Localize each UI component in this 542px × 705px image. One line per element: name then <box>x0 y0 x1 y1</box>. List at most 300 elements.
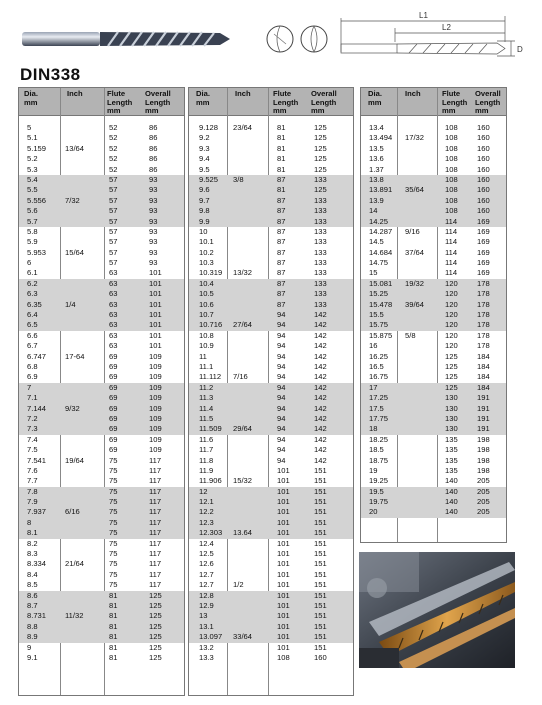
table-header <box>19 88 184 116</box>
cell-flute-length: 108 <box>445 195 458 205</box>
cell-dia: 9.5 <box>199 164 210 174</box>
cell-overall-length: 125 <box>314 164 327 174</box>
cell-flute-length: 130 <box>445 403 458 413</box>
cell-flute-length: 108 <box>277 652 290 662</box>
table-row <box>189 237 353 247</box>
table-body <box>19 116 184 663</box>
cell-flute-length: 75 <box>109 486 118 496</box>
cell-dia: 10.7 <box>199 310 214 320</box>
cell-overall-length: 109 <box>149 361 162 371</box>
cell-flute-length: 120 <box>445 278 458 288</box>
cell-dia: 13.9 <box>369 195 384 205</box>
cell-dia: 11.112 <box>199 372 222 382</box>
cell-flute-length: 52 <box>109 133 118 143</box>
cell-overall-length: 86 <box>149 133 158 143</box>
cell-inch: 23/64 <box>233 123 253 132</box>
cell-flute-length: 140 <box>445 486 458 496</box>
cell-overall-length: 160 <box>477 123 490 132</box>
table-row <box>361 268 506 278</box>
cell-dia: 6.7 <box>27 341 38 351</box>
table-row <box>189 154 353 164</box>
cell-dia: 5.556 <box>27 195 47 205</box>
cell-flute-length: 87 <box>277 278 286 288</box>
table-row <box>189 320 353 330</box>
cell-dia: 12.7 <box>199 580 214 590</box>
cell-dia: 7.4 <box>27 434 38 444</box>
cell-overall-length: 109 <box>149 372 162 382</box>
cell-inch: 1/4 <box>65 299 76 309</box>
cell-inch: 19/64 <box>65 455 85 465</box>
cell-overall-length: 101 <box>149 320 162 330</box>
cell-dia: 7 <box>27 382 32 392</box>
table-row <box>189 549 353 559</box>
cell-overall-length: 142 <box>314 393 327 403</box>
cell-overall-length: 133 <box>314 268 327 278</box>
cell-flute-length: 57 <box>109 258 118 268</box>
cell-dia: 12.5 <box>199 549 214 559</box>
cell-overall-length: 142 <box>314 413 327 423</box>
cell-flute-length: 87 <box>277 195 286 205</box>
table-row <box>19 611 184 621</box>
cell-overall-length: 142 <box>314 330 327 340</box>
table-row <box>189 622 353 632</box>
cell-overall-length: 125 <box>149 611 162 621</box>
cell-dia: 14.25 <box>369 216 389 226</box>
table-row <box>189 217 353 227</box>
cell-flute-length: 120 <box>445 330 458 340</box>
table-row <box>19 476 184 486</box>
cell-overall-length: 93 <box>149 185 158 195</box>
cell-dia: 11.2 <box>199 382 214 392</box>
cell-overall-length: 205 <box>477 476 490 486</box>
cell-flute-length: 101 <box>277 528 290 538</box>
cell-flute-length: 63 <box>109 330 118 340</box>
cell-overall-length: 184 <box>477 372 490 382</box>
cell-inch: 7/16 <box>233 372 248 382</box>
header-inch: Inch <box>67 89 83 98</box>
cell-overall-length: 151 <box>314 497 327 507</box>
cell-flute-length: 114 <box>445 268 458 278</box>
cell-dia: 8.2 <box>27 538 38 548</box>
cell-flute-length: 57 <box>109 185 118 195</box>
cell-dia: 6.2 <box>27 278 38 288</box>
table-row <box>361 393 506 403</box>
table-row <box>189 362 353 372</box>
cell-flute-length: 108 <box>445 185 458 195</box>
table-row <box>19 507 184 517</box>
cell-overall-length: 125 <box>149 600 162 610</box>
cell-overall-length: 109 <box>149 445 162 455</box>
cell-overall-length: 133 <box>314 216 327 226</box>
cell-overall-length: 151 <box>314 538 327 548</box>
cell-overall-length: 151 <box>314 600 327 610</box>
cell-overall-length: 93 <box>149 216 158 226</box>
cell-flute-length: 120 <box>445 310 458 320</box>
cell-dia: 19 <box>369 465 378 475</box>
table-row <box>189 487 353 497</box>
drill-table-3 <box>360 87 507 543</box>
cell-flute-length: 125 <box>445 372 458 382</box>
table-header <box>361 88 506 116</box>
table-row <box>189 144 353 154</box>
table-body <box>361 116 506 518</box>
table-row <box>361 466 506 476</box>
table-row <box>19 653 184 663</box>
table-row <box>189 268 353 278</box>
cell-overall-length: 151 <box>314 611 327 621</box>
cell-overall-length: 93 <box>149 174 158 184</box>
cell-dia: 5.8 <box>27 226 38 236</box>
cell-dia: 19.5 <box>369 486 384 496</box>
cell-overall-length: 151 <box>314 559 327 569</box>
cell-flute-length: 69 <box>109 372 118 382</box>
cell-overall-length: 169 <box>477 216 490 226</box>
cell-overall-length: 205 <box>477 497 490 507</box>
cell-flute-length: 87 <box>277 299 286 309</box>
cell-flute-length: 94 <box>277 351 286 361</box>
cell-dia: 12.7 <box>199 569 214 579</box>
cell-overall-length: 117 <box>149 507 162 517</box>
cell-dia: 6.4 <box>27 310 38 320</box>
table-row <box>361 258 506 268</box>
table-body <box>189 116 353 663</box>
cell-overall-length: 151 <box>314 590 327 600</box>
cell-flute-length: 75 <box>109 559 118 569</box>
cell-flute-length: 94 <box>277 320 286 330</box>
table-row <box>189 258 353 268</box>
cell-flute-length: 75 <box>109 528 118 538</box>
cell-dia: 8 <box>27 517 32 527</box>
table-row <box>189 289 353 299</box>
cell-flute-length: 130 <box>445 413 458 423</box>
header-inch: Inch <box>235 89 251 98</box>
cell-overall-length: 160 <box>477 185 490 195</box>
header-dia: Dia. mm <box>24 89 38 107</box>
cell-overall-length: 117 <box>149 455 162 465</box>
cell-dia: 6.747 <box>27 351 47 361</box>
table-row <box>361 300 506 310</box>
cell-flute-length: 101 <box>277 642 290 652</box>
header-flute-length: Flute Length mm <box>107 89 133 115</box>
cell-overall-length: 133 <box>314 278 327 288</box>
cell-overall-length: 160 <box>477 164 490 174</box>
cell-dia: 11.9 <box>199 465 214 475</box>
cell-overall-length: 125 <box>149 652 162 662</box>
cell-flute-length: 75 <box>109 455 118 465</box>
cell-dia: 8.9 <box>27 632 38 642</box>
cell-dia: 11.6 <box>199 434 214 444</box>
cell-overall-length: 178 <box>477 310 490 320</box>
table-row <box>19 133 184 143</box>
header-flute-length: Flute Length mm <box>273 89 299 115</box>
cell-flute-length: 94 <box>277 445 286 455</box>
table-row <box>361 227 506 237</box>
dim-label-l1: L1 <box>419 11 428 20</box>
table-row <box>189 341 353 351</box>
cell-overall-length: 178 <box>477 289 490 299</box>
table-row <box>19 570 184 580</box>
table-row <box>189 497 353 507</box>
cell-flute-length: 69 <box>109 361 118 371</box>
cell-inch: 33/64 <box>233 632 253 642</box>
cell-flute-length: 135 <box>445 455 458 465</box>
table-row <box>19 217 184 227</box>
cell-flute-length: 69 <box>109 382 118 392</box>
cell-overall-length: 117 <box>149 549 162 559</box>
cell-flute-length: 81 <box>109 590 118 600</box>
cell-dia: 5.953 <box>27 247 47 257</box>
cell-overall-length: 151 <box>314 517 327 527</box>
table-row <box>19 424 184 434</box>
cell-dia: 16.75 <box>369 372 389 382</box>
cell-overall-length: 142 <box>314 424 327 434</box>
cell-overall-length: 142 <box>314 455 327 465</box>
cell-flute-length: 57 <box>109 247 118 257</box>
cell-dia: 8.334 <box>27 559 47 569</box>
cell-flute-length: 81 <box>277 143 286 153</box>
table-row <box>189 643 353 653</box>
cell-dia: 13.2 <box>199 642 214 652</box>
table-row <box>19 632 184 642</box>
cell-overall-length: 86 <box>149 143 158 153</box>
cell-overall-length: 133 <box>314 174 327 184</box>
cell-dia: 14 <box>369 206 378 216</box>
table-row <box>19 601 184 611</box>
cell-inch: 7/32 <box>65 195 80 205</box>
table-row <box>361 144 506 154</box>
cell-flute-length: 135 <box>445 434 458 444</box>
cell-dia: 7.9 <box>27 497 38 507</box>
cell-flute-length: 87 <box>277 174 286 184</box>
cell-flute-length: 81 <box>277 185 286 195</box>
drill-table-1 <box>18 87 185 696</box>
cell-overall-length: 160 <box>477 133 490 143</box>
cell-dia: 17 <box>369 382 378 392</box>
table-row <box>361 341 506 351</box>
cell-overall-length: 117 <box>149 465 162 475</box>
cell-dia: 14.5 <box>369 237 384 247</box>
cell-overall-length: 198 <box>477 455 490 465</box>
table-row <box>189 653 353 663</box>
cell-dia: 13.4 <box>369 123 384 132</box>
cell-flute-length: 52 <box>109 143 118 153</box>
cell-overall-length: 125 <box>149 632 162 642</box>
header-overall-length: Overall Length mm <box>475 89 501 115</box>
cell-dia: 12.9 <box>199 600 214 610</box>
table-row <box>361 362 506 372</box>
cell-flute-length: 81 <box>109 611 118 621</box>
table-row <box>189 206 353 216</box>
cell-dia: 5.159 <box>27 143 47 153</box>
cell-inch: 6/16 <box>65 507 80 517</box>
table-row <box>189 528 353 538</box>
cell-flute-length: 135 <box>445 445 458 455</box>
table-row <box>361 383 506 393</box>
cell-flute-length: 69 <box>109 403 118 413</box>
cell-dia: 6.9 <box>27 372 38 382</box>
table-row <box>189 476 353 486</box>
cell-inch: 15/64 <box>65 247 85 257</box>
cell-dia: 7.3 <box>27 424 38 434</box>
table-row <box>189 539 353 549</box>
table-row <box>19 237 184 247</box>
cell-overall-length: 117 <box>149 517 162 527</box>
table-row <box>361 352 506 362</box>
cell-inch: 1/2 <box>233 580 244 590</box>
table-row <box>189 227 353 237</box>
table-row <box>189 123 353 133</box>
cell-flute-length: 87 <box>277 258 286 268</box>
table-row <box>189 196 353 206</box>
cell-dia: 11.8 <box>199 455 214 465</box>
table-row <box>189 424 353 434</box>
table-row <box>361 456 506 466</box>
cell-dia: 10.2 <box>199 247 214 257</box>
cell-overall-length: 142 <box>314 403 327 413</box>
cell-dia: 5.9 <box>27 237 38 247</box>
table-row <box>361 206 506 216</box>
cell-inch: 29/64 <box>233 424 253 434</box>
cell-overall-length: 191 <box>477 403 490 413</box>
cell-flute-length: 69 <box>109 434 118 444</box>
cell-flute-length: 108 <box>445 154 458 164</box>
cell-dia: 17.75 <box>369 413 389 423</box>
cell-overall-length: 184 <box>477 361 490 371</box>
table-row <box>19 289 184 299</box>
cell-dia: 5.3 <box>27 164 38 174</box>
cell-flute-length: 81 <box>109 621 118 631</box>
cell-dia: 7.6 <box>27 465 38 475</box>
table-row <box>189 165 353 175</box>
cell-inch: 3/8 <box>233 174 244 184</box>
cell-flute-length: 81 <box>277 123 286 132</box>
cell-overall-length: 86 <box>149 154 158 164</box>
cell-flute-length: 101 <box>277 580 290 590</box>
cell-dia: 9.9 <box>199 216 210 226</box>
table-row <box>19 165 184 175</box>
cell-overall-length: 178 <box>477 330 490 340</box>
cell-dia: 10.6 <box>199 299 214 309</box>
cell-dia: 11.5 <box>199 413 214 423</box>
cell-flute-length: 101 <box>277 538 290 548</box>
cell-overall-length: 117 <box>149 528 162 538</box>
cell-flute-length: 101 <box>277 517 290 527</box>
cell-flute-length: 75 <box>109 538 118 548</box>
cell-overall-length: 133 <box>314 299 327 309</box>
table-row <box>189 507 353 517</box>
cell-flute-length: 130 <box>445 393 458 403</box>
cell-overall-length: 160 <box>477 195 490 205</box>
table-row <box>19 362 184 372</box>
cell-overall-length: 160 <box>477 174 490 184</box>
cell-flute-length: 101 <box>277 486 290 496</box>
cell-dia: 14.287 <box>369 226 393 236</box>
cell-overall-length: 93 <box>149 237 158 247</box>
cell-overall-length: 191 <box>477 424 490 434</box>
cell-dia: 11 <box>199 351 207 361</box>
cell-overall-length: 101 <box>149 310 162 320</box>
drill-table-2 <box>188 87 354 696</box>
cell-overall-length: 125 <box>314 133 327 143</box>
cell-flute-length: 69 <box>109 424 118 434</box>
cell-overall-length: 169 <box>477 226 490 236</box>
cell-dia: 12.1 <box>199 497 214 507</box>
cell-dia: 8.8 <box>27 621 38 631</box>
table-row <box>189 414 353 424</box>
cell-dia: 8.1 <box>27 528 38 538</box>
cell-dia: 5.6 <box>27 206 38 216</box>
table-row <box>361 435 506 445</box>
cell-flute-length: 52 <box>109 164 118 174</box>
table-row <box>19 154 184 164</box>
cell-flute-length: 94 <box>277 403 286 413</box>
table-row <box>19 341 184 351</box>
cell-dia: 15.081 <box>369 278 393 288</box>
header-dia: Dia. mm <box>368 89 382 107</box>
table-row <box>189 445 353 455</box>
cell-flute-length: 108 <box>445 123 458 132</box>
cell-dia: 13.1 <box>199 621 214 631</box>
header-overall-length: Overall Length mm <box>311 89 337 115</box>
cell-flute-length: 101 <box>277 549 290 559</box>
cell-flute-length: 63 <box>109 320 118 330</box>
table-row <box>19 497 184 507</box>
cell-overall-length: 125 <box>314 154 327 164</box>
cell-dia: 6.3 <box>27 289 38 299</box>
dim-label-l2: L2 <box>442 23 451 32</box>
table-row <box>19 279 184 289</box>
cell-dia: 13.494 <box>369 133 393 143</box>
cell-overall-length: 86 <box>149 164 158 174</box>
cell-overall-length: 160 <box>477 143 490 153</box>
cell-flute-length: 114 <box>445 258 458 268</box>
cell-flute-length: 108 <box>445 133 458 143</box>
cell-dia: 9.7 <box>199 195 210 205</box>
cell-dia: 19.75 <box>369 497 389 507</box>
cell-flute-length: 75 <box>109 549 118 559</box>
cell-inch: 5/8 <box>405 330 416 340</box>
cell-dia: 11.509 <box>199 424 222 434</box>
cell-flute-length: 75 <box>109 497 118 507</box>
table-row <box>19 175 184 185</box>
cell-dia: 11.3 <box>199 393 214 403</box>
table-row <box>189 393 353 403</box>
table-row <box>361 487 506 497</box>
cell-flute-length: 101 <box>277 611 290 621</box>
cell-dia: 10.8 <box>199 330 214 340</box>
table-row <box>189 559 353 569</box>
table-row <box>189 310 353 320</box>
cell-overall-length: 93 <box>149 247 158 257</box>
cell-overall-length: 101 <box>149 268 162 278</box>
cell-dia: 6.1 <box>27 268 38 278</box>
cell-flute-length: 87 <box>277 206 286 216</box>
cell-dia: 15.478 <box>369 299 393 309</box>
cell-overall-length: 101 <box>149 330 162 340</box>
table-row <box>189 133 353 143</box>
cell-dia: 9 <box>27 642 32 652</box>
cell-flute-length: 94 <box>277 310 286 320</box>
cell-overall-length: 125 <box>314 123 327 132</box>
table-row <box>361 217 506 227</box>
cell-overall-length: 133 <box>314 247 327 257</box>
cell-overall-length: 142 <box>314 320 327 330</box>
cell-overall-length: 184 <box>477 351 490 361</box>
table-row <box>19 591 184 601</box>
table-row <box>19 580 184 590</box>
cell-flute-length: 140 <box>445 507 458 517</box>
cell-dia: 13 <box>199 611 208 621</box>
